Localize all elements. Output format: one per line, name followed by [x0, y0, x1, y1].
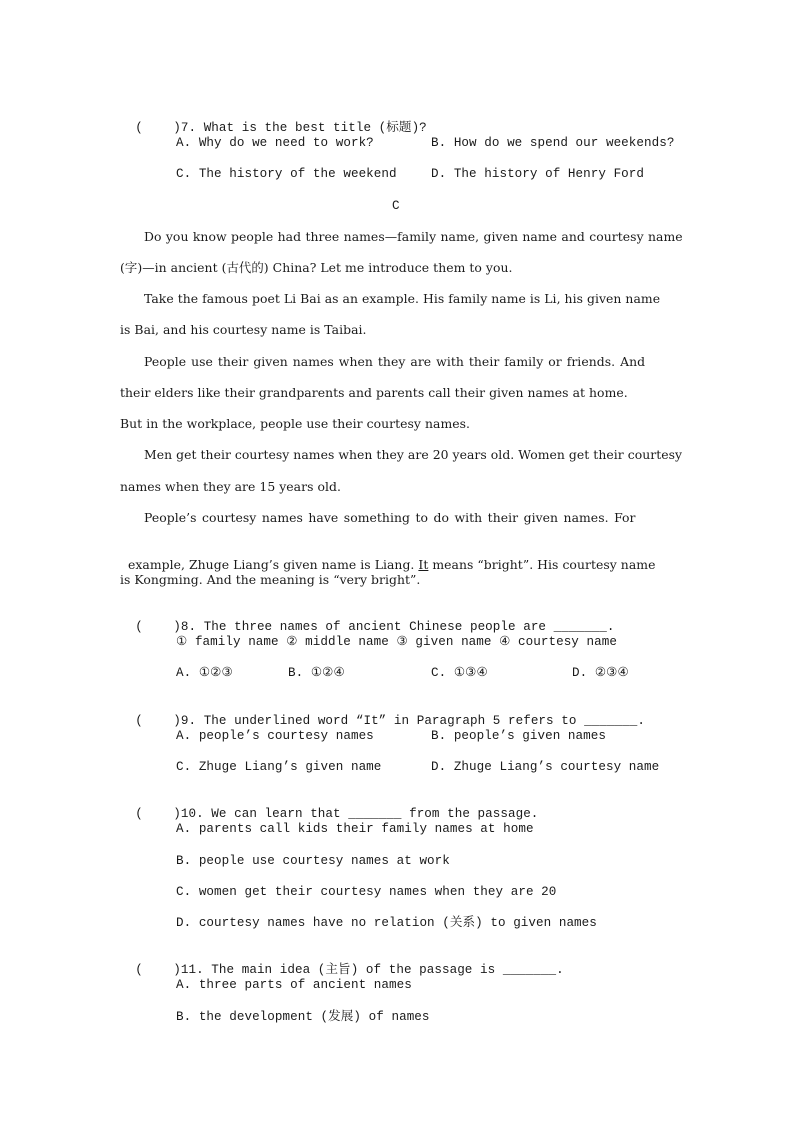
question-9 [120, 697, 645, 729]
option-d: D. courtesy names have no relation (关系) to given names [176, 916, 597, 930]
passage-line: Take the famous poet Li Bai as an example. His family name is Li, his given name [144, 291, 661, 306]
passage-line: Men get their courtesy names when they are 20 years old. Women get their courtesy [144, 447, 683, 462]
option-d: D. ②③④ [572, 666, 629, 680]
answer-bracket[interactable]: ( )8. [135, 620, 197, 634]
option-c: C. Zhuge Liang’s given name [176, 760, 382, 774]
option-b: B. people use courtesy names at work [176, 854, 450, 868]
option-a: A. people’s courtesy names [176, 729, 374, 743]
passage-line: People use their given names when they are with their family or friends. And [144, 354, 646, 369]
option-a: A. Why do we need to work? [176, 136, 374, 150]
passage-line: People’s courtesy names have something to do with their given names. For [144, 510, 636, 525]
answer-bracket[interactable]: ( )7. [135, 121, 197, 135]
item-list: ① family name ② middle name ③ given name ④ courtesy name [176, 635, 617, 649]
question-stem: The underlined word “It” in Paragraph 5 refers to _______. [196, 714, 645, 728]
passage-line: But in the workplace, people use their courtesy names. [120, 416, 471, 431]
option-a: A. three parts of ancient names [176, 978, 412, 992]
option-a: A. parents call kids their family names at home [176, 822, 534, 836]
option-b: B. How do we spend our weekends? [431, 136, 675, 150]
question-stem: The three names of ancient Chinese people are _______. [196, 620, 615, 634]
passage-line: their elders like their grandparents and parents call their given names at home. [120, 385, 628, 400]
underlined-word: It [418, 557, 429, 572]
passage-label: C [392, 199, 400, 213]
option-c: C. The history of the weekend [176, 167, 397, 181]
passage-text: example, Zhuge Liang’s given name is Liang. [127, 557, 419, 572]
question-stem: We can learn that _______ from the passage. [203, 807, 539, 821]
option-c: C. women get their courtesy names when they are 20 [176, 885, 557, 899]
passage-line: Do you know people had three names—family name, given name and courtesy name [144, 229, 683, 244]
answer-bracket[interactable]: ( )9. [135, 714, 197, 728]
question-11 [120, 946, 564, 978]
option-d: D. The history of Henry Ford [431, 167, 645, 181]
passage-line: is Bai, and his courtesy name is Taibai. [120, 322, 367, 337]
question-10 [120, 790, 538, 822]
passage-line: names when they are 15 years old. [120, 479, 341, 494]
option-b: B. ①②④ [288, 666, 345, 680]
passage-text: means “bright”. His courtesy name [428, 557, 656, 572]
passage-line [120, 541, 655, 573]
question-stem: The main idea (主旨) of the passage is _______. [203, 963, 564, 977]
answer-bracket[interactable]: ( )10. [135, 807, 204, 821]
option-b: B. people’s given names [431, 729, 606, 743]
option-b: B. the development (发展) of names [176, 1010, 430, 1024]
question-stem: What is the best title (标题)? [196, 121, 427, 135]
passage-line: is Kongming. And the meaning is “very bright”. [120, 572, 421, 587]
passage-line: (字)—in ancient (古代的) China? Let me introduce them to you. [120, 260, 513, 275]
question-7 [120, 104, 427, 136]
option-d: D. Zhuge Liang’s courtesy name [431, 760, 660, 774]
option-c: C. ①③④ [431, 666, 488, 680]
option-a: A. ①②③ [176, 666, 233, 680]
answer-bracket[interactable]: ( )11. [135, 963, 204, 977]
question-8 [120, 603, 615, 635]
